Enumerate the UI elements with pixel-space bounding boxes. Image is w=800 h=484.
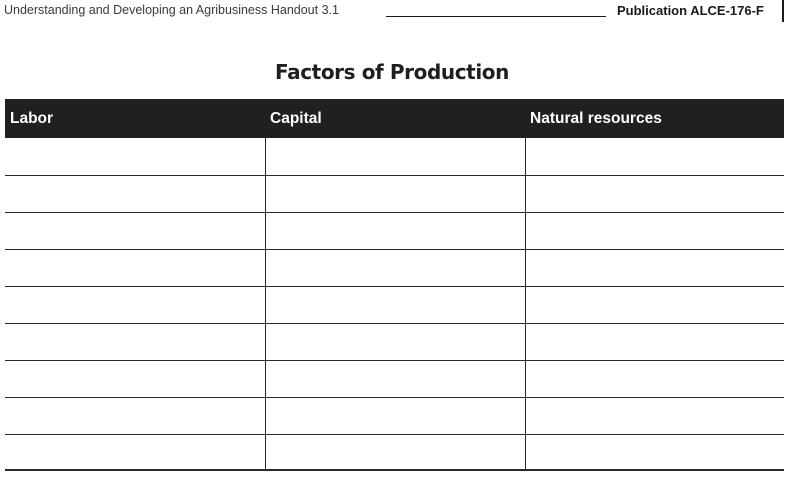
publication-number: Publication ALCE-176-F	[617, 3, 764, 18]
handout-header	[0, 0, 800, 24]
table-row	[5, 249, 784, 286]
table-row	[5, 175, 784, 212]
table-cell[interactable]	[265, 323, 525, 360]
table-cell[interactable]	[525, 286, 784, 323]
page-title: Factors of Production	[275, 60, 509, 84]
table-cell[interactable]	[5, 138, 265, 175]
table-cell[interactable]	[5, 175, 265, 212]
table-cell[interactable]	[525, 175, 784, 212]
table-cell[interactable]	[265, 175, 525, 212]
table-cell[interactable]	[5, 397, 265, 434]
table-cell[interactable]	[525, 323, 784, 360]
column-header-natural-resources: Natural resources	[525, 99, 784, 138]
table-cell[interactable]	[265, 434, 525, 471]
column-header-capital: Capital	[265, 99, 525, 138]
table-cell[interactable]	[525, 212, 784, 249]
table-cell[interactable]	[265, 212, 525, 249]
table-header-row	[5, 99, 784, 138]
table-cell[interactable]	[525, 360, 784, 397]
factors-table	[5, 99, 784, 471]
handout-series-label: Understanding and Developing an Agribusiness Handout 3.1	[4, 3, 339, 17]
table-row	[5, 323, 784, 360]
table-cell[interactable]	[265, 360, 525, 397]
table-cell[interactable]	[525, 138, 784, 175]
table-cell[interactable]	[525, 434, 784, 471]
table-cell[interactable]	[265, 138, 525, 175]
table-cell[interactable]	[525, 249, 784, 286]
table-cell[interactable]	[265, 249, 525, 286]
table-row	[5, 397, 784, 434]
table-row	[5, 138, 784, 175]
table-row	[5, 286, 784, 323]
table-cell[interactable]	[5, 360, 265, 397]
table-bottom-border	[5, 469, 784, 471]
table-cell[interactable]	[265, 286, 525, 323]
table-row	[5, 212, 784, 249]
table-cell[interactable]	[5, 434, 265, 471]
column-header-labor: Labor	[5, 99, 265, 138]
table-row	[5, 360, 784, 397]
table-cell[interactable]	[5, 286, 265, 323]
table-cell[interactable]	[5, 212, 265, 249]
table-body	[5, 138, 784, 471]
table-cell[interactable]	[5, 249, 265, 286]
header-rule	[386, 16, 606, 17]
table-row	[5, 434, 784, 471]
table-cell[interactable]	[265, 397, 525, 434]
table-cell[interactable]	[525, 397, 784, 434]
header-edge-bar	[782, 0, 784, 22]
table-cell[interactable]	[5, 323, 265, 360]
